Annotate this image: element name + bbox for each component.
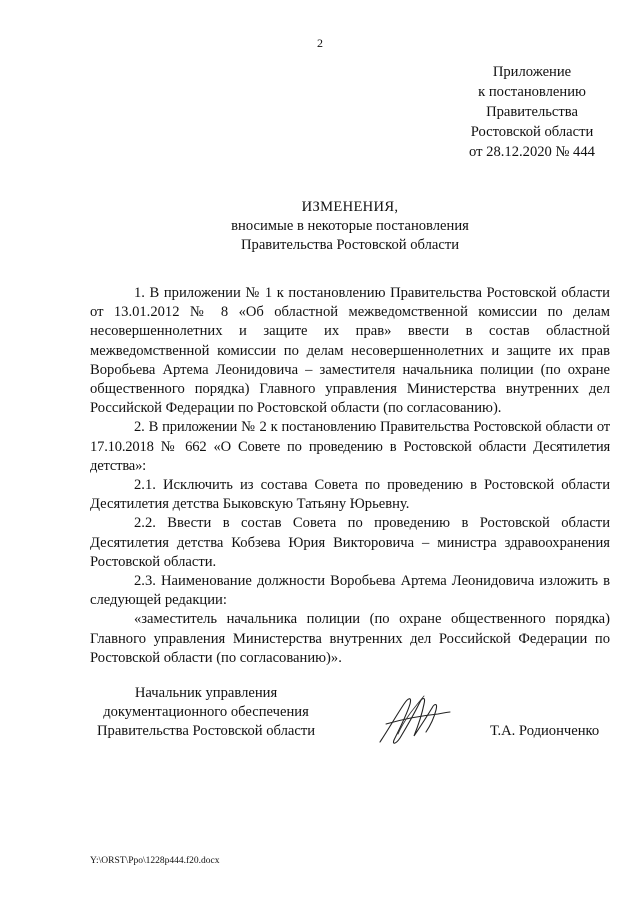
appendix-line: Правительства	[486, 104, 578, 120]
signer-position	[86, 684, 326, 741]
paragraph-quote: «заместитель начальника полиции (по охране общественного порядка) Главного управления Министерства внутренних дел Российской Федерации по Ростовской области (по согласованию)».	[90, 611, 610, 666]
appendix-line: Приложение	[492, 64, 572, 80]
document-body	[90, 284, 610, 668]
title-line: Правительства Ростовской области	[240, 237, 460, 253]
paragraph-2-1: 2.1. Исключить из состава Совета по проведению в Ростовской области Десятилетия детства Быковскую Татьяну Юрьевну.	[90, 477, 610, 513]
appendix-header	[432, 62, 632, 162]
signer-position-line: документационного обеспечения	[103, 704, 309, 720]
paragraph-2: 2. В приложении № 2 к постановлению Правительства Ростовской области от 17.10.2018 № 662 «О Совете по проведению в Ростовской области Десятилетия детства»:	[90, 419, 610, 474]
page-number: 2	[317, 36, 323, 50]
signature-block	[86, 684, 626, 754]
paragraph-2-3: 2.3. Наименование должности Воробьева Артема Леонидовича изложить в следующей редакции:	[90, 573, 610, 609]
handwritten-signature	[374, 690, 454, 750]
paragraph-1: 1. В приложении № 1 к постановлению Правительства Ростовской области от 13.01.2012 № 8 «Об областной межведомственной комиссии по делам несовершеннолетних и защите их прав» ввести в состав областной межведомственной комиссии по делам несовершеннолетних и защите их прав Воробьева Артема Леонидовича – заместителя начальника полиции (по охране общественного порядка) Главного управления Министерства внутренних дел Российской Федерации по Ростовской области (по согласованию).	[90, 285, 610, 417]
signer-position-line: Правительства Ростовской области	[96, 723, 316, 739]
signer-name: Т.А. Родионченко	[490, 723, 600, 739]
paragraph-2-2: 2.2. Ввести в состав Совета по проведению в Ростовской области Десятилетия детства Кобзева Юрия Викторовича – министра здравоохранения Ростовской области.	[90, 515, 610, 570]
appendix-line: Ростовской области	[470, 124, 594, 140]
signer-position-line: Начальник управления	[134, 685, 278, 701]
document-title	[0, 198, 640, 255]
appendix-line: к постановлению	[478, 84, 586, 100]
footer-file-path: Y:\ORST\Ppo\1228p444.f20.docx	[90, 856, 220, 866]
appendix-line: от 28.12.2020 № 444	[469, 144, 595, 160]
title-main: ИЗМЕНЕНИЯ,	[301, 199, 399, 215]
title-line: вносимые в некоторые постановления	[231, 218, 469, 234]
